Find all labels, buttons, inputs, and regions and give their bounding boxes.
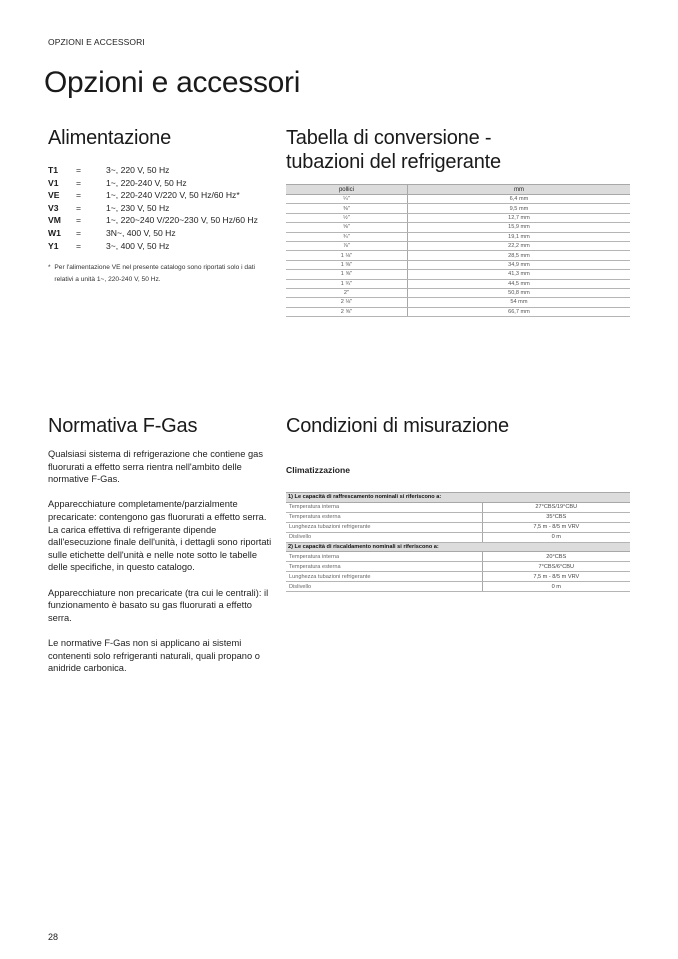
table-row bbox=[286, 298, 630, 307]
subsection-title-climatizzazione: Climatizzazione bbox=[286, 465, 350, 475]
table-row bbox=[286, 502, 630, 512]
power-code: T1 bbox=[48, 165, 59, 175]
cell-mm: 19,1 mm bbox=[407, 232, 630, 241]
cell-mm: 9,5 mm bbox=[407, 204, 630, 213]
table-row bbox=[286, 232, 630, 241]
column-header-inches: pollici bbox=[286, 185, 407, 195]
power-description: 1~, 220~240 V/220~230 V, 50 Hz/60 Hz bbox=[106, 215, 258, 226]
table-row bbox=[286, 223, 630, 232]
cell-inches: ¾" bbox=[286, 232, 407, 241]
condition-label: Dislivello bbox=[286, 532, 482, 542]
group-heading-row bbox=[286, 493, 630, 503]
condition-label: Temperatura esterna bbox=[286, 512, 482, 522]
section-title-conversion bbox=[286, 126, 630, 174]
table-row bbox=[286, 251, 630, 260]
equals-sign: = bbox=[76, 240, 82, 251]
power-description: 3~, 400 V, 50 Hz bbox=[106, 240, 170, 251]
table-row bbox=[286, 572, 630, 582]
table-row bbox=[286, 522, 630, 532]
condition-value: 0 m bbox=[482, 582, 630, 592]
equals-sign: = bbox=[76, 215, 82, 226]
section-title-measurement: Condizioni di misurazione bbox=[286, 415, 509, 437]
condition-label: Lunghezza tubazioni refrigerante bbox=[286, 572, 482, 582]
condition-value: 27°CBS/19°CBU bbox=[482, 502, 630, 512]
cell-mm: 41,3 mm bbox=[407, 270, 630, 279]
paragraph: Qualsiasi sistema di refrigerazione che contiene gas fluorurati a effetto serra rientra nell'ambito delle normative F-Gas. bbox=[48, 449, 263, 485]
cell-mm: 34,9 mm bbox=[407, 260, 630, 269]
paragraph: Apparecchiature completamente/parzialmente precaricate: contengono gas fluorurati a effetto serra. La carica effettiva di refrigerante dipende dall'esecuzione finale dell'unità, i dettagli sono riportati sulle etichette dell'unità e nelle note sotto le tabelle delle specifiche, in questo catalogo. bbox=[48, 499, 272, 573]
equals-sign: = bbox=[76, 227, 82, 238]
section-fgas bbox=[48, 414, 273, 687]
power-description: 1~, 220-240 V/220 V, 50 Hz/60 Hz* bbox=[106, 190, 240, 201]
power-row bbox=[48, 202, 273, 215]
table-row bbox=[286, 582, 630, 592]
power-description: 3N~, 400 V, 50 Hz bbox=[106, 227, 176, 238]
column-header-mm: mm bbox=[407, 185, 630, 195]
equals-sign: = bbox=[76, 177, 82, 188]
cell-inches: ¼" bbox=[286, 195, 407, 204]
power-description: 1~, 230 V, 50 Hz bbox=[106, 202, 170, 213]
cell-inches: 1 ¾" bbox=[286, 279, 407, 288]
fgas-body bbox=[48, 448, 273, 675]
condition-value: 35°CBS bbox=[482, 512, 630, 522]
title-line-2: tubazioni del refrigerante bbox=[286, 151, 501, 173]
power-row bbox=[48, 164, 273, 177]
group-heading-row bbox=[286, 542, 630, 552]
cell-mm: 44,5 mm bbox=[407, 279, 630, 288]
table-row bbox=[286, 532, 630, 542]
table-row bbox=[286, 241, 630, 250]
condition-value: 7,5 m - 8/5 m VRV bbox=[482, 522, 630, 532]
equals-sign: = bbox=[76, 202, 82, 213]
condition-label: Temperatura esterna bbox=[286, 562, 482, 572]
section-alimentazione bbox=[48, 126, 273, 286]
power-code: Y1 bbox=[48, 240, 59, 251]
cell-inches: 1 ⅜" bbox=[286, 260, 407, 269]
table-row bbox=[286, 204, 630, 213]
cell-inches: ⅜" bbox=[286, 204, 407, 213]
cell-mm: 6,4 mm bbox=[407, 195, 630, 204]
power-supply-list bbox=[48, 164, 273, 252]
condition-value: 0 m bbox=[482, 532, 630, 542]
table-row bbox=[286, 270, 630, 279]
condition-label: Temperatura interna bbox=[286, 502, 482, 512]
table-row bbox=[286, 288, 630, 297]
table-row bbox=[286, 552, 630, 562]
measurement-conditions-table bbox=[286, 492, 630, 592]
cell-mm: 66,7 mm bbox=[407, 307, 630, 316]
power-code: VM bbox=[48, 215, 61, 226]
power-row bbox=[48, 227, 273, 240]
cell-inches: ⅝" bbox=[286, 223, 407, 232]
footnote bbox=[48, 262, 273, 286]
cell-mm: 54 mm bbox=[407, 298, 630, 307]
cell-inches: 2 ⅛" bbox=[286, 298, 407, 307]
footnote-text: Per l'alimentazione VE nel presente catalogo sono riportati solo i dati relativi a unità 1~, 220-240 V, 50 Hz. bbox=[54, 264, 256, 284]
power-code: VE bbox=[48, 190, 60, 201]
equals-sign: = bbox=[76, 190, 82, 201]
equals-sign: = bbox=[76, 165, 82, 175]
cell-inches: 1 ⅝" bbox=[286, 270, 407, 279]
power-description: 1~, 220-240 V, 50 Hz bbox=[106, 177, 187, 188]
paragraph: Apparecchiature non precaricate (tra cui le centrali): il funzionamento è basato su gas fluorurati a effetto serra. bbox=[48, 587, 269, 623]
table-row bbox=[286, 279, 630, 288]
section-conversion-table bbox=[286, 126, 630, 317]
table-row bbox=[286, 512, 630, 522]
section-title-alimentazione: Alimentazione bbox=[48, 127, 172, 149]
page-title: Opzioni e accessori bbox=[44, 66, 301, 99]
section-measurement-conditions bbox=[286, 414, 630, 592]
footnote-marker: * bbox=[48, 264, 51, 272]
cell-mm: 22,2 mm bbox=[407, 241, 630, 250]
table-row bbox=[286, 195, 630, 204]
power-description: 3~, 220 V, 50 Hz bbox=[106, 165, 170, 175]
paragraph: Le normative F-Gas non si applicano ai sistemi contenenti solo refrigeranti naturali, quali propano o anidride carbonica. bbox=[48, 637, 260, 674]
group-heading-heating: 2) Le capacità di riscaldamento nominali si riferiscono a: bbox=[286, 542, 630, 552]
power-code: V3 bbox=[48, 202, 59, 213]
cell-inches: ⅞" bbox=[286, 241, 407, 250]
cell-inches: ½" bbox=[286, 213, 407, 222]
power-row bbox=[48, 177, 273, 190]
table-header-row bbox=[286, 185, 630, 195]
cell-inches: 2 ⅝" bbox=[286, 307, 407, 316]
title-line-1: Tabella di conversione - bbox=[286, 127, 492, 149]
power-row bbox=[48, 240, 273, 253]
cell-mm: 12,7 mm bbox=[407, 213, 630, 222]
power-row bbox=[48, 189, 273, 202]
condition-value: 20°CBS bbox=[482, 552, 630, 562]
condition-value: 7°CBS/6°CBU bbox=[482, 562, 630, 572]
cell-mm: 28,5 mm bbox=[407, 251, 630, 260]
cell-inches: 1 ⅛" bbox=[286, 251, 407, 260]
table-row bbox=[286, 562, 630, 572]
table-row bbox=[286, 213, 630, 222]
power-row bbox=[48, 214, 273, 227]
page-number: 28 bbox=[48, 932, 59, 942]
section-title-fgas: Normativa F-Gas bbox=[48, 415, 198, 437]
condition-label: Temperatura interna bbox=[286, 552, 482, 562]
condition-label: Dislivello bbox=[286, 582, 482, 592]
table-row bbox=[286, 307, 630, 316]
power-code: W1 bbox=[48, 227, 61, 238]
condition-value: 7,5 m - 8/5 m VRV bbox=[482, 572, 630, 582]
power-code: V1 bbox=[48, 177, 59, 188]
conversion-table bbox=[286, 184, 630, 317]
cell-inches: 2" bbox=[286, 288, 407, 297]
running-header: OPZIONI E ACCESSORI bbox=[48, 37, 145, 47]
table-row bbox=[286, 260, 630, 269]
cell-mm: 15,9 mm bbox=[407, 223, 630, 232]
group-heading-cooling: 1) Le capacità di raffrescamento nominali si riferiscono a: bbox=[286, 493, 630, 503]
cell-mm: 50,8 mm bbox=[407, 288, 630, 297]
condition-label: Lunghezza tubazioni refrigerante bbox=[286, 522, 482, 532]
